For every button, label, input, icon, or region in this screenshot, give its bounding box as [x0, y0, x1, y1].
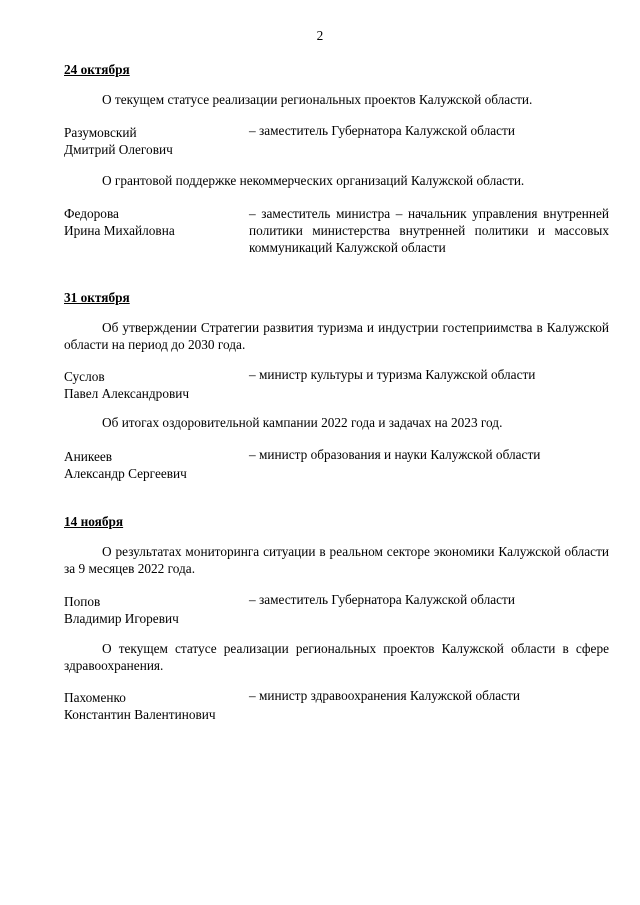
speaker-name: [64, 593, 244, 627]
speaker-name: [64, 205, 244, 239]
speaker-surname: Суслов: [64, 369, 105, 384]
speaker-role: – заместитель Губернатора Калужской области: [249, 592, 515, 607]
speaker-surname: Разумовский: [64, 125, 137, 140]
speaker-role: – министр образования и науки Калужской области: [249, 447, 541, 462]
speaker-role: – министр культуры и туризма Калужской области: [249, 367, 536, 382]
speaker-given-names: Александр Сергеевич: [64, 466, 187, 481]
speaker-role: – заместитель Губернатора Калужской области: [249, 123, 515, 138]
agenda-topic: О текущем статусе реализации региональных проектов Калужской области.: [102, 92, 533, 107]
page-number: 2: [316, 28, 324, 43]
agenda-topic: О результатах мониторинга ситуации в реальном секторе экономики Калужской области за 9 месяцев 2022 года.: [64, 544, 609, 576]
agenda-topic: О текущем статусе реализации региональных проектов Калужской области в сфере здравоохранения.: [64, 641, 609, 673]
speaker-role: – заместитель министра – начальник управления внутренней политики министерства внутренней политики и массовых коммуникаций Калужской области: [249, 206, 609, 255]
speaker-role: – министр здравоохранения Калужской области: [249, 688, 520, 703]
speaker-name: [64, 689, 244, 723]
speaker-surname: Федорова: [64, 206, 119, 221]
speaker-surname: Попов: [64, 594, 101, 609]
speaker-name: [64, 368, 244, 402]
speaker-surname: Аникеев: [64, 449, 113, 464]
section-date: 24 октября: [64, 62, 130, 77]
agenda-topic: Об утверждении Стратегии развития туризма и индустрии гостеприимства в Калужской области на период до 2030 года.: [64, 320, 609, 352]
speaker-given-names: Дмитрий Олегович: [64, 142, 173, 157]
speaker-given-names: Владимир Игоревич: [64, 611, 179, 626]
agenda-topic: Об итогах оздоровительной кампании 2022 года и задачах на 2023 год.: [102, 415, 503, 430]
speaker-given-names: Константин Валентинович: [64, 707, 216, 722]
speaker-given-names: Ирина Михайловна: [64, 223, 175, 238]
agenda-topic: О грантовой поддержке некоммерческих организаций Калужской области.: [102, 173, 525, 188]
section-date: 14 ноября: [64, 514, 124, 529]
speaker-name: [64, 448, 244, 482]
speaker-surname: Пахоменко: [64, 690, 126, 705]
section-date: 31 октября: [64, 290, 130, 305]
speaker-given-names: Павел Александрович: [64, 386, 190, 401]
speaker-name: [64, 124, 244, 158]
